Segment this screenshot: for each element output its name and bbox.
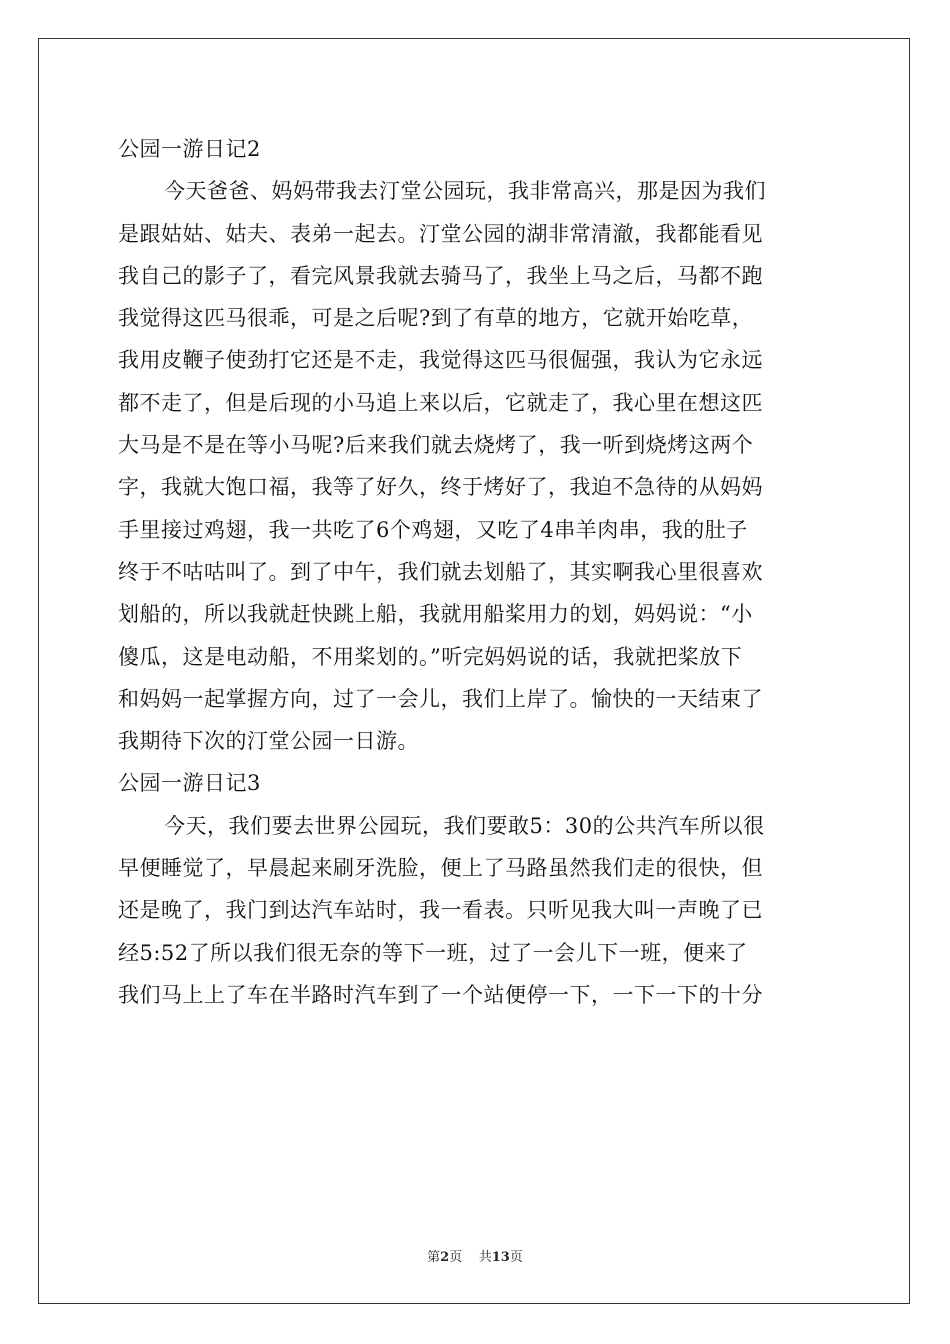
paragraph-line: 早便睡觉了，早晨起来刷牙洗脸，便上了马路虽然我们走的很快，但 — [118, 856, 763, 881]
page-footer — [0, 1246, 950, 1265]
page-total: 13 — [491, 1250, 510, 1265]
paragraph-line: 手里接过鸡翅，我一共吃了6个鸡翅，又吃了4串羊肉串，我的肚子 — [118, 517, 748, 542]
paragraph-line: 我们马上上了车在半路时汽车到了一个站便停一下，一下一下的十分 — [118, 982, 763, 1007]
paragraph-line: 划船的，所以我就赶快跳上船，我就用船桨用力的划，妈妈说：“小 — [118, 602, 753, 627]
section-title: 公园一游日记3 — [118, 771, 261, 796]
paragraph-line: 我期待下次的汀堂公园一日游。 — [118, 729, 419, 754]
document-body — [118, 128, 838, 1016]
paragraph-line: 终于不咕咕叫了。到了中午，我们就去划船了，其实啊我心里很喜欢 — [118, 559, 763, 584]
section-title: 公园一游日记2 — [118, 137, 261, 161]
paragraph-line: 今天爸爸、妈妈带我去汀堂公园玩，我非常高兴，那是因为我们 — [164, 179, 766, 204]
paragraph-line: 还是晚了，我门到达汽车站时，我一看表。只听见我大叫一声晚了已 — [118, 898, 763, 923]
paragraph-line: 今天，我们要去世界公园玩，我们要敢5：30的公共汽车所以很 — [164, 813, 765, 838]
paragraph-line: 字，我就大饱口福，我等了好久，终于烤好了，我迫不急待的从妈妈 — [118, 475, 763, 500]
paragraph-line: 经5:52了所以我们很无奈的等下一班，过了一会儿下一班，便来了 — [118, 940, 748, 965]
paragraph-line: 都不走了，但是后现的小马追上来以后，它就走了，我心里在想这匹 — [118, 390, 763, 415]
total-unit: 页 — [509, 1250, 523, 1265]
total-prefix: 共 — [478, 1250, 492, 1265]
page-prefix: 第 — [427, 1250, 441, 1265]
paragraph-line: 我用皮鞭子使劲打它还是不走，我觉得这匹马很倔强，我认为它永远 — [118, 348, 763, 373]
paragraph-line: 和妈妈一起掌握方向，过了一会儿，我们上岸了。愉快的一天结束了 — [118, 686, 763, 711]
paragraph-line: 我自己的影子了，看完风景我就去骑马了，我坐上马之后，马都不跑 — [118, 263, 763, 288]
page-unit: 页 — [449, 1250, 463, 1265]
page-current: 2 — [440, 1250, 450, 1265]
paragraph-line: 我觉得这匹马很乖，可是之后呢?到了有草的地方，它就开始吃草， — [118, 306, 754, 331]
paragraph-line: 傻瓜，这是电动船，不用桨划的。”听完妈妈说的话，我就把桨放下 — [118, 644, 743, 669]
paragraph-line: 是跟姑姑、姑夫、表弟一起去。汀堂公园的湖非常清澈，我都能看见 — [118, 221, 763, 246]
paragraph-line: 大马是不是在等小马呢?后来我们就去烧烤了，我一听到烧烤这两个 — [118, 433, 754, 458]
